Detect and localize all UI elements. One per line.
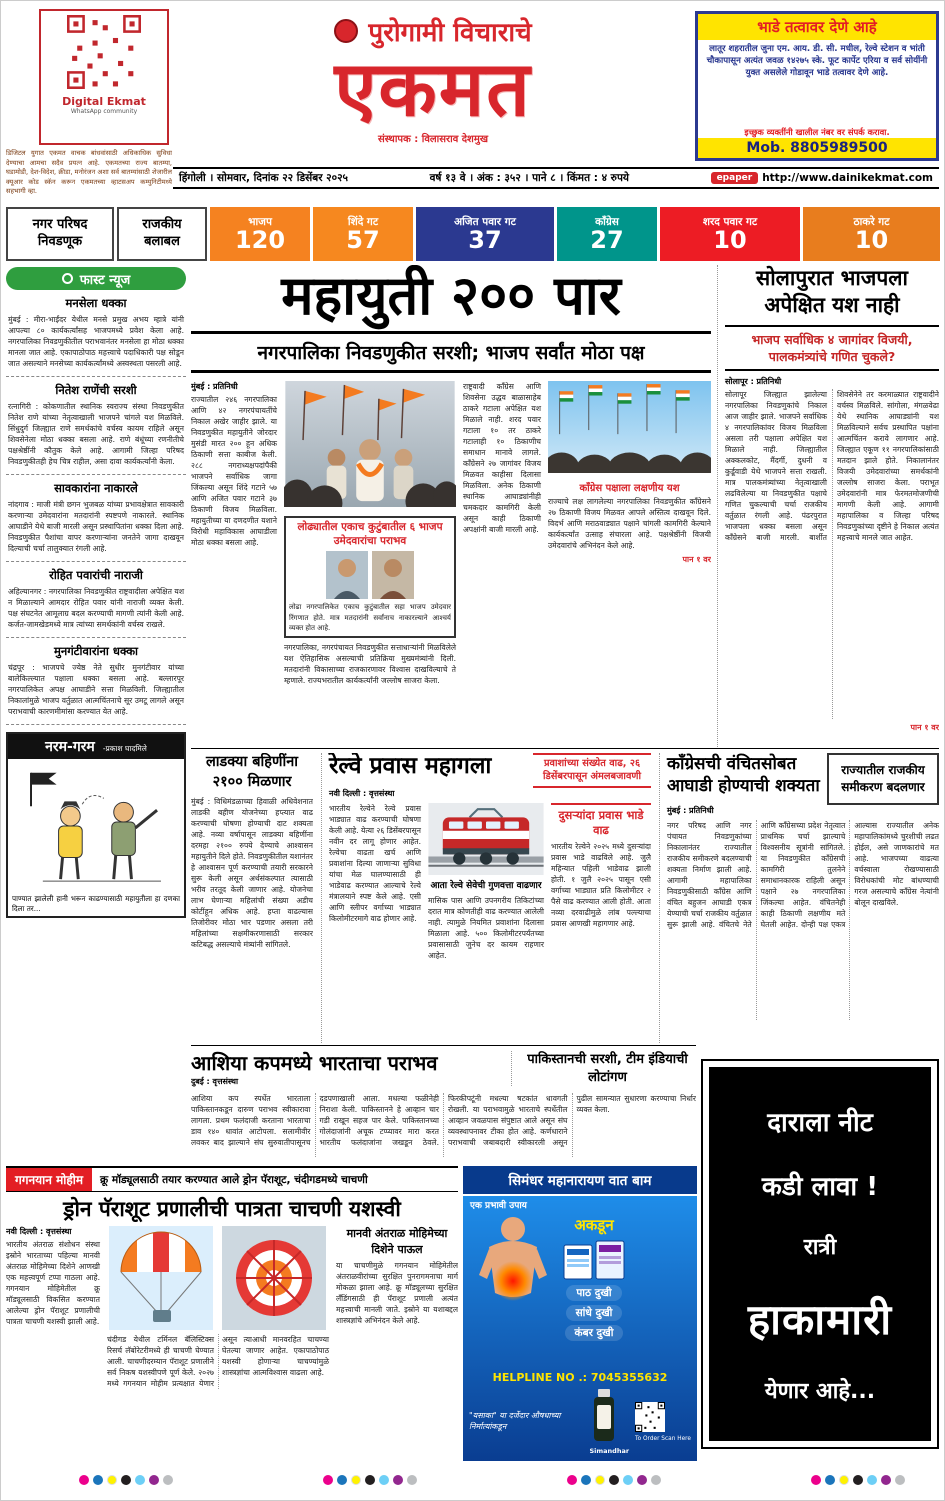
label-line: नगर परिषद <box>32 217 88 233</box>
lead-byline: मुंबई : प्रतिनिधी <box>191 382 238 392</box>
fast-news-item-body: मुंबई : मीरा-भाईंदर येथील मनसे प्रमुख अभय म्हात्रे यांनी आपल्या ८० कार्यकर्त्यांसह भाजपमध्ये प्रवेश केला आहे. नगरपालिका निवडणुकीतील पराभवानंतर मनसेला हा मोठा धक्का मानला जात आहे. एकापाठोपाठ महत्त्वाचे पदाधिकारी पक्ष सोडून जात असल्याने मनसेच्या कार्यकर्त्यांमध्ये अस्वस्थता पसरली आहे. <box>8 315 184 368</box>
gaganyaan-body-1: भारतीय अंतराळ संशोधन संस्था इस्रोने भारताच्या पहिल्या मानवी अंतराळ मोहिमेच्या दिशेने आणखी एक महत्त्वपूर्ण टप्पा गाठला आहे. गगनयान मोहिमेतील क्रू मॉड्यूलसाठी विकसित करण्यात आलेल्या ड्रोन पॅराशूट प्रणालीची पात्रता चाचणी यशस्वी झाली आहे. <box>6 1240 100 1327</box>
section-divider <box>191 1045 696 1046</box>
rental-ad-note: इच्छुक व्यक्तींनी खालील नंबर वर संपर्क करावा. <box>744 127 890 137</box>
label-line: बलाबल <box>144 234 180 249</box>
fast-news-item-title: रोहित पवारांची नाराजी <box>49 568 143 582</box>
election-results-bar <box>6 207 940 261</box>
results-party-sharad-pawar <box>660 207 800 261</box>
lead-subhead: नगरपालिका निवडणुकीत सरशी; भाजप सर्वांत मोठा पक्ष <box>191 331 711 373</box>
asia-headline: आशिया कपमध्ये भारताचा पराभव <box>191 1051 438 1075</box>
rental-ad-body: लातूर शहरातील जुना एम. आय. डी. सी. मधील, रेल्वे स्टेशन व भांती चौकापासून अत्यंत जवळ १४२७५ स्के. फूट कार्पेट एरिया व सर्व सोयींनी युक्त असलेले गोडावून भाडे तत्वावर देणे आहे. <box>706 44 928 79</box>
party-name: काँग्रेस <box>595 215 619 228</box>
fast-news-item-body: नांदगाव : माजी मंत्री छगन भुजबळ यांच्या प्रभावक्षेत्रात सावकारी करणाऱ्या उमेदवारांना मतदारांनी स्पष्टपणे नाकारले. स्थानिक आघाडीने येथे बाजी मारली असून प्रस्थापितांना धक्का दिला आहे. निवडणुकीत पैशांचा वापर करणाऱ्यांना जनतेने जागा दाखवून दिल्याची चर्चा तालुक्यात रंगली आहे. <box>8 500 184 553</box>
registration-marks <box>567 1475 661 1485</box>
balm-brand: Simandhar <box>589 1447 630 1455</box>
gaganyaan-col-2 <box>107 1226 329 1444</box>
ladki-body: मुंबई : विधिमंडळाच्या हिवाळी अधिवेशनात लाडकी बहीण योजनेच्या हप्त्यात वाढ करण्याची घोषणा होण्याची दाट शक्यता आहे. नव्या वर्षापासून लाडक्या बहिणींना दरमहा २१०० रुपये देण्याचे आश्वासन महायुतीने दिले होते. निवडणुकीतील यशानंतर हे आश्वासन पूर्ण करण्याची तयारी सरकारने सुरू केली असून अर्थसंकल्पात त्यासाठी भरीव तरतूद केली जाणार आहे. योजनेचा लाभ घेणाऱ्या महिलांची संख्या अडीच कोटींहून अधिक आहे. हप्ता वाढल्यास तिजोरीवर मोठा भार पडणार असला तरी महिलांच्या सक्षमीकरणासाठी सरकार कटिबद्ध असल्याचे मंत्र्यांनी सांगितले. <box>191 797 313 950</box>
gaganyaan-sub-headline: मानवी अंतराळ मोहिमेच्या दिशेने पाऊल <box>346 1227 448 1256</box>
congress-body: नगर परिषद आणि नगर पंचायत निवडणुकांच्या निकालानंतर राज्यातील राजकीय समीकरणे बदलण्याची शक्यता निर्माण झाली आहे. आगामी महापालिका निवडणुकीसाठी काँग्रेस आणि वंचित बहुजन आघाडी एकत्र येण्याची चर्चा राजकीय वर्तुळात सुरू झाली आहे. वंचितचे नेते आणि काँग्रेसच्या प्रदेश नेतृत्वात प्राथमिक चर्चा झाल्याचे विश्वसनीय सूत्रांनी सांगितले. या निवडणुकीत काँग्रेसची कामगिरी तुलनेने समाधानकारक राहिली असून पक्षाने २७ नगरपालिका जिंकल्या आहेत. वंचितनेही काही ठिकाणी लक्षणीय मते घेतली आहेत. दोन्ही पक्ष एकत्र आल्यास राज्यातील अनेक महापालिकांमध्ये चुरशीची लढत होईल, असे जाणकारांचे मत आहे. भाजपच्या वाढत्या वर्चस्वाला रोखण्यासाठी विरोधकांची मोट बांधण्याची गरज असल्याचे काँग्रेस नेत्यांनी बोलून दाखविले. <box>667 820 939 929</box>
fast-news-item <box>6 638 186 725</box>
gaganyaan-col-3 <box>336 1226 458 1444</box>
ad-line: रात्री <box>803 1235 837 1261</box>
railway-story <box>321 753 651 1043</box>
gaganyaan-headline: ड्रोन पॅराशूट प्रणालीची पात्रता चाचणी यशस्वी <box>63 1197 401 1221</box>
tagline-text: पुरोगामी विचाराचे <box>368 18 532 48</box>
gaganyaan-body-2: या चाचणीमुळे गगनयान मोहिमेतील अंतराळवीरांच्या सुरक्षित पुनरागमनाचा मार्ग मोकळा झाला आहे. क्रू मॉड्यूलच्या सुरक्षित लँडिंगसाठी ही पॅराशूट प्रणाली अत्यंत महत्त्वाची मानली जाते. इस्रोने या यशाबद्दल शास्त्रज्ञांचे अभिनंदन केले आहे. <box>336 1260 458 1325</box>
balm-ad-tagline: एक प्रभावी उपाय <box>470 1201 527 1211</box>
balm-bottle-icon <box>589 1389 619 1443</box>
masthead <box>177 13 689 145</box>
balm-order <box>635 1402 691 1443</box>
ladki-headline: लाडक्या बहिणींना २१०० मिळणार <box>205 754 299 790</box>
fast-news-icon <box>62 273 73 284</box>
results-party-thackeray <box>803 207 940 261</box>
congress-headline: काँग्रेसची वंचितसोबत आघाडी होण्याची शक्यता <box>667 754 820 797</box>
railway-byline: नवी दिल्ली : वृत्तसंस्था <box>329 789 395 799</box>
party-seats: 10 <box>713 226 747 255</box>
canopy-test-photo <box>220 1226 328 1330</box>
qr-brand-label: Digital Ekmat <box>62 95 146 108</box>
congress-photo-caption: काँग्रेस पक्षाला लक्षणीय यश <box>579 483 680 495</box>
fast-news-item <box>6 562 186 638</box>
ad-line: येणार आहे... <box>764 1378 876 1404</box>
order-qr-icon <box>635 1402 665 1432</box>
back-pain-figure <box>469 1213 557 1325</box>
railway-sub-headline: दुसऱ्यांदा प्रवास भाडे वाढ <box>551 803 651 838</box>
fast-news-item <box>6 377 186 475</box>
lead-body-1: राज्यातील २४६ नगरपालिका आणि ४२ नगरपंचायतींचे निकाल अखेर जाहीर झाले. या निवडणुकीत महायुतीने जोरदार मुसंडी मारत २०० हून अधिक ठिकाणी सत्ता काबीज केली. २८८ नगराध्यक्षपदांपैकी भाजपने सर्वाधिक जागा जिंकल्या असून शिंदे गटाने ५७ आणि अजित पवार गटाने ३७ ठिकाणी विजय मिळविला. महायुतीच्या या दणदणीत यशाने विरोधी महाविकास आघाडीला मोठा धक्का बसला आहे. <box>191 395 277 548</box>
fast-news-item-title: मनसेला धक्का <box>65 296 127 310</box>
parachute-test-photo <box>107 1226 215 1330</box>
fast-news-item-body: रत्नागिरी : कोकणातील स्थानिक स्वराज्य संस्था निवडणुकीत नितेश राणे यांच्या नेतृत्वाखाली भाजपने चांगले यश मिळविले. सिंधुदुर्ग जिल्ह्यात राणे समर्थकांचे वर्चस्व कायम राहिले असून शिवसेनेला मोठा धक्का बसला आहे. राणे बंधूंच्या रणनीतीचे पक्षश्रेष्ठींनी कौतुक केले आहे. आगामी जिल्हा परिषद निवडणुकीतही हेच चित्र राहील, असा दावा कार्यकर्त्यांनी केला. <box>8 402 184 466</box>
cartoon-header <box>8 734 184 759</box>
gaganyaan-byline: नवी दिल्ली : वृत्तसंस्था <box>6 1227 72 1237</box>
solapur-body: सोलापूर जिल्ह्यात झालेल्या नगरपालिका निवडणुकांचे निकाल आज जाहीर झाले. भाजपने सर्वाधिक ४ नगरपालिकांवर विजय मिळविला असला तरी पक्षाला अपेक्षित यश मिळाले नाही. जिल्ह्यातील अक्कलकोट, मैंदर्गी, दुधनी व कुर्डूवाडी येथे भाजपने सत्ता राखली. मात्र पालकमंत्र्यांच्या नेतृत्वाखाली लढविलेल्या या निवडणुकीत पक्षाचे गणित चुकल्याची चर्चा राजकीय वर्तुळात रंगली आहे. पंढरपुरात भाजपला धक्का बसला असून काँग्रेसने बाजी मारली. बार्शीत शिवसेनेने तर करमाळ्यात राष्ट्रवादीने वर्चस्व मिळविले. सांगोला, मंगळवेढा येथे स्थानिक आघाड्यांनी यश मिळविल्याने सर्वच प्रस्थापित पक्षांना आत्मचिंतन करावे लागणार आहे. जिल्ह्यात एकूण ११ नगरपालिकांसाठी मतदान झाले होते. निकालानंतर विजयी उमेदवारांच्या समर्थकांनी जल्लोष साजरा केला. पराभूत उमेदवारांनी मात्र फेरमतमोजणीची मागणी केली आहे. आगामी महापालिका व जिल्हा परिषद निवडणुकांच्या दृष्टीने हे निकाल अत्यंत महत्त्वाचे मानले जात आहेत. <box>725 389 939 542</box>
fast-news-item-body: अहिल्यानगर : नगरपालिका निवडणुकीत राष्ट्रवादीला अपेक्षित यश न मिळाल्याने आमदार रोहित पवार यांनी नाराजी व्यक्त केली. पक्ष संघटनेत आमूलाग्र बदल करण्याची मागणी त्यांनी केली आहे. कर्जत-जामखेडमध्ये मात्र त्यांच्या समर्थकांनी वर्चस्व राखले. <box>8 587 184 629</box>
fast-news-sidebar <box>6 267 186 1163</box>
cartoon-caption: पाण्यात झालेली हानी भरून काढण्यासाठी महायुतीला हा दणका दिला तर... <box>12 894 180 913</box>
results-party-bjp <box>210 207 310 261</box>
ad-line: दाराला नीट <box>767 1108 873 1139</box>
railway-col-1 <box>329 803 421 1025</box>
pain-label: पाठ दुखी <box>566 1285 621 1301</box>
train-photo <box>428 803 544 875</box>
congress-photo-body: राज्याचे लक्ष लागलेल्या नगरपालिका निवडणुकीत काँग्रेसने २७ ठिकाणी विजय मिळवत आपले अस्तित्व दाखवून दिले. विदर्भ आणि मराठवाड्यात पक्षाने चांगली कामगिरी केल्याने कार्यकर्त्यांत उत्साह संचारला आहे. पक्षश्रेष्ठींनी विजयी उमेदवारांचे अभिनंदन केले आहे. <box>548 497 711 551</box>
fast-news-header <box>6 267 186 290</box>
ad-line: कडी लावा ! <box>761 1172 879 1203</box>
balm-helpline: HELPLINE NO .: 7045355632 <box>492 1371 668 1384</box>
newspaper-title: एकमत <box>334 44 532 133</box>
edition-date: हिंगोली । सोमवार, दिनांक २२ डिसेंबर २०२५ <box>179 172 349 184</box>
registration-marks <box>79 1475 173 1485</box>
results-party-congress <box>557 207 657 261</box>
gaganyaan-label: गगनयान मोहीम <box>6 1168 92 1191</box>
lead-story-columns <box>191 381 711 737</box>
asia-cup-story <box>191 1051 696 1161</box>
results-label-election <box>6 207 114 261</box>
party-name: अजित पवार गट <box>454 215 516 228</box>
results-label-strength <box>117 207 207 261</box>
ad-line: हाकामारी <box>747 1294 893 1344</box>
continued-marker: पान १ वर <box>910 722 939 732</box>
website-link[interactable]: http://www.dainikekmat.com <box>762 172 933 184</box>
solapur-byline: सोलापूर : प्रतिनिधी <box>725 376 782 386</box>
label-line: राजकीय <box>142 217 182 233</box>
lead-col-1 <box>191 381 277 737</box>
registration-marks <box>323 1475 417 1485</box>
lead-headline: महायुती २०० पार <box>281 265 621 327</box>
lead-story <box>191 265 711 747</box>
railway-body-1: भारतीय रेल्वेने रेल्वे प्रवास भाड्यात वाढ करण्याची घोषणा केली आहे. येत्या २६ डिसेंबरपासून नवीन दर लागू होणार आहेत. रेल्वेचा वाढता खर्च आणि प्रवाशांना दिल्या जाणाऱ्या सुविधा यांचा मेळ घालण्यासाठी ही भाडेवाढ करण्यात आल्याचे रेल्वे मंत्रालयाने स्पष्ट केले आहे. एसी आणि स्लीपर वर्गाच्या भाड्यात किलोमीटरमागे वाढ होणार आहे. <box>329 804 421 924</box>
congress-byline: मुंबई : प्रतिनिधी <box>667 805 714 815</box>
founder-line: संस्थापक : विलासराव देशमुख <box>377 133 489 145</box>
lead-col-4 <box>548 381 711 737</box>
party-seats: 37 <box>468 226 502 255</box>
gaganyaan-body-3: चंदीगड येथील टर्मिनल बॅलिस्टिक्स रिसर्च लॅबोरेटरीमध्ये ही चाचणी घेण्यात आली. चाचणीदरम्यान पॅराशूट प्रणालीने सर्व निकष यशस्वीपणे पूर्ण केले. २०२७ मध्ये गगनयान मोहीम प्रत्यक्षात येणार असून त्याआधी मानवरहित चाचण्या घेतल्या जाणार आहेत. एकापाठोपाठ यशस्वी होणाऱ्या चाचण्यांमुळे शास्त्रज्ञांचा आत्मविश्वास वाढला आहे. <box>107 1335 329 1389</box>
fast-news-title: फास्ट न्यूज <box>79 272 131 288</box>
lead-body-2: नगरपालिका, नगरपंचायत निवडणुकीत सत्ताधाऱ्यांनी मिळविलेले यश ऐतिहासिक असल्याची प्रतिक्रिया मुख्यमंत्र्यांनी दिली. मतदारांनी विकासाच्या राजकारणावर विश्वास दाखविल्याचे ते म्हणाले. राज्यभरातील कार्यकर्त्यांनी जल्लोष साजरा केला. <box>284 642 456 685</box>
lead-body-3: राष्ट्रवादी काँग्रेस आणि शिवसेना उद्धव बाळासाहेब ठाकरे गटाला अपेक्षित यश मिळाले नाही. शरद पवार गटाला १० तर ठाकरे गटालाही १० ठिकाणीच समाधान मानावे लागले. काँग्रेसने २७ जागांवर विजय मिळवत काहीसा दिलासा मिळविला. अनेक ठिकाणी स्थानिक आघाड्यांनीही चमकदार कामगिरी केली असून काही ठिकाणी अपक्षांनी बाजी मारली आहे. <box>463 382 541 535</box>
congress-vanchit-story <box>659 753 939 1043</box>
section-divider <box>191 748 939 749</box>
qr-sub-label: WhatsApp community <box>70 108 138 115</box>
balm-pain-word: अकडून <box>574 1216 614 1234</box>
ekmat-logo-icon <box>334 19 358 43</box>
asia-body: आशिया कप स्पर्धेत भारताला पाकिस्तानकडून दारुण पराभव स्वीकारावा लागला. प्रथम फलंदाजी करताना भारताचा डाव १४० धावांत आटोपला. सलामीवीर लवकर बाद झाल्याने संघ सुरुवातीपासूनच दडपणाखाली आला. मधल्या फळीनेही निराशा केली. पाकिस्तानने हे आव्हान चार गडी राखून सहज पार केले. पाकिस्तानच्या गोलंदाजांनी अचूक टप्प्यावर मारा करत भारतीय फलंदाजांना जखडून ठेवले. फिरकीपटूंनी मधल्या षटकांत धावगती रोखली. या पराभवामुळे भारताचे स्पर्धेतील आव्हान जवळपास संपुष्टात आले असून संघ व्यवस्थापनावर टीका होत आहे. कर्णधाराने पराभवाची जबाबदारी स्वीकारली असून पुढील सामन्यात सुधारणा करण्याचा निर्धार व्यक्त केला. <box>191 1094 696 1147</box>
railway-headline: रेल्वे प्रवास महागला <box>329 753 492 779</box>
balm-note: "यसाका" या दर्जेदार औषधाच्या निर्मात्यांकडून <box>469 1411 561 1431</box>
order-scan-label: To Order Scan Here <box>635 1435 691 1442</box>
party-seats: 120 <box>234 226 286 255</box>
cartoon-drawing <box>8 759 184 887</box>
party-seats: 57 <box>346 226 380 255</box>
party-name: ठाकरे गट <box>853 215 890 228</box>
party-name: शरद पवार गट <box>702 215 758 228</box>
congress-box-headline: राज्यातील राजकीय समीकरण बदलणार <box>827 753 939 805</box>
inset-portraits <box>289 551 451 599</box>
fast-news-item <box>6 290 186 377</box>
bjp-celebration-photo <box>284 381 456 507</box>
candidate-portrait-icon <box>372 551 414 599</box>
inset-body: लोढा नगरपालिकेत एकाच कुटुंबातील सहा भाजप उमेदवार रिंगणात होते. मात्र मतदारांनी सर्वांनाच नाकारल्याने आश्चर्य व्यक्त होत आहे. <box>289 603 451 632</box>
lead-col-3 <box>463 381 541 737</box>
railway-col-2 <box>428 803 544 1025</box>
party-seats: 10 <box>854 226 889 255</box>
gaganyaan-col-1 <box>6 1226 100 1444</box>
digital-ekmat-qr-box <box>39 9 169 145</box>
fast-news-item-title: मुनगंटीवारांना धक्का <box>53 644 139 658</box>
party-name: भाजप <box>248 215 272 228</box>
balm-product-boxes <box>563 1239 625 1281</box>
solapur-story <box>717 265 939 747</box>
gaganyaan-story <box>6 1166 458 1461</box>
continued-marker: पान १ वर <box>682 555 711 565</box>
candidate-portrait-icon <box>326 551 368 599</box>
results-party-ajit-pawar <box>416 207 554 261</box>
results-party-shinde <box>313 207 413 261</box>
epaper-badge[interactable]: epaper <box>711 172 759 184</box>
lead-col-2 <box>284 381 456 737</box>
issue-info: वर्ष १३ वे । अंक : ३५२ । पाने ८ । किंमत : ४ रुपये <box>429 172 630 184</box>
train-photo-caption: आता रेल्वे सेवेची गुणवत्ता वाढणार <box>430 881 542 892</box>
registration-marks <box>811 1475 905 1485</box>
qr-code-icon <box>67 15 141 89</box>
railway-sub-body: भारतीय रेल्वेने २०२५ मध्ये दुसऱ्यांदा प्रवास भाडे वाढविले आहे. जुलै महिन्यात पहिली भाडेवाढ झाली होती. १ जुलै २०२५ पासून एसी वर्गाच्या भाड्यात प्रति किलोमीटर २ पैसे वाढ करण्यात आली होती. आता नव्या दरवाढीमुळे लांब पल्ल्याचा प्रवास आणखी महागणार आहे. <box>551 842 651 929</box>
gaganyaan-kicker: क्रू मॉड्यूलसाठी तयार करण्यात आले ड्रोन पॅराशूट, चंदीगडमध्ये चाचणी <box>100 1173 368 1186</box>
qr-description-text: डिजिटल युगात एकमत वाचक बांधवांसाठी अधिकाधिक सुविधा देण्याचा आमचा सदैव प्रयत्न आहे. एकमतच्या राज्य बातम्या, घडामोडी, देश-विदेश, क्रीडा, मनोरंजन अशा सर्व बातम्यांसाठी शेजारील क्यूआर कोड स्कॅन करून एकमतच्या व्हाटसअप कम्युनिटीमध्ये सहभागी व्हा. <box>6 149 172 196</box>
railway-col-3 <box>551 803 651 1025</box>
balm-bottle <box>589 1389 629 1455</box>
balm-ad-title: सिमंधर महानारायण वात बाम <box>463 1166 697 1196</box>
solapur-headline: सोलापुरात भाजपला अपेक्षित यश नाही <box>756 266 908 318</box>
lodha-inset-box <box>284 516 456 638</box>
cartoon-title: नरम-गरम <box>45 739 95 755</box>
inset-headline: लोढ्यातील एकाच कुटुंबातील ६ भाजप उमेदवारांचा पराभव <box>297 521 443 547</box>
solapur-subhead: भाजप सर्वाधिक ४ जागांवर विजयी, पालकमंत्र्यांचे गणित चुकले? <box>725 325 939 371</box>
congress-rally-photo <box>548 381 711 473</box>
ladki-bahin-story <box>191 753 313 1043</box>
rental-ad-heading: भाडे तत्वावर देणे आहे <box>698 14 936 40</box>
fast-news-item-body: चंद्रपूर : भाजपचे ज्येष्ठ नेते सुधीर मुनगंटीवार यांच्या बालेकिल्ल्यात पक्षाला धक्का बसला आहे. बल्लारपूर नगरपालिकेत अपक्ष आघाडीने सत्ता मिळविली. जिल्ह्यातील निकालांमुळे भाजप वर्तुळात आत्मचिंतनाचे सूर उमटू लागले असून पराभवाची कारणमीमांसा करण्यात येत आहे. <box>8 663 184 716</box>
fast-news-item-title: नितेश राणेंची सरशी <box>55 383 137 397</box>
label-line: निवडणूक <box>37 234 83 249</box>
gaganyaan-kicker-strip <box>6 1166 458 1192</box>
railway-body-2: मासिक पास आणि उपनगरीय तिकिटांच्या दरात मात्र कोणतीही वाढ करण्यात आलेली नाही. त्यामुळे नियमित प्रवाशांना दिलासा मिळाला आहे. ५०० किलोमीटरपर्यंतच्या प्रवासासाठी जुनेच दर कायम राहणार आहेत. <box>428 896 544 961</box>
balm-ad <box>463 1166 697 1461</box>
cartoon-credit: -प्रकाश घादमिले <box>102 744 147 753</box>
asia-sub-headline: पाकिस्तानची सरशी, टीम इंडियाची लोटांगण <box>511 1051 696 1086</box>
hakamari-ad-inner <box>709 1067 931 1441</box>
fast-news-item <box>6 475 186 562</box>
rental-ad-mobile: Mob. 8805989500 <box>698 138 936 158</box>
dateline-bar <box>173 167 939 189</box>
rental-ad <box>695 11 939 161</box>
pain-label: कंबर दुखी <box>565 1325 624 1341</box>
cartoon-box <box>6 732 186 918</box>
asia-byline: दुबई : वृत्तसंस्था <box>191 1077 239 1086</box>
railway-kicker: प्रवाशांच्या संख्येत वाढ, २६ डिसेंबरपासून अंमलबजावणी <box>533 753 651 788</box>
hakamari-ad <box>701 1059 939 1449</box>
party-name: शिंदे गट <box>347 215 379 228</box>
party-seats: 27 <box>590 226 624 255</box>
pain-label: सांधे दुखी <box>566 1305 623 1321</box>
fast-news-item-title: सावकारांना नाकारले <box>54 481 138 495</box>
